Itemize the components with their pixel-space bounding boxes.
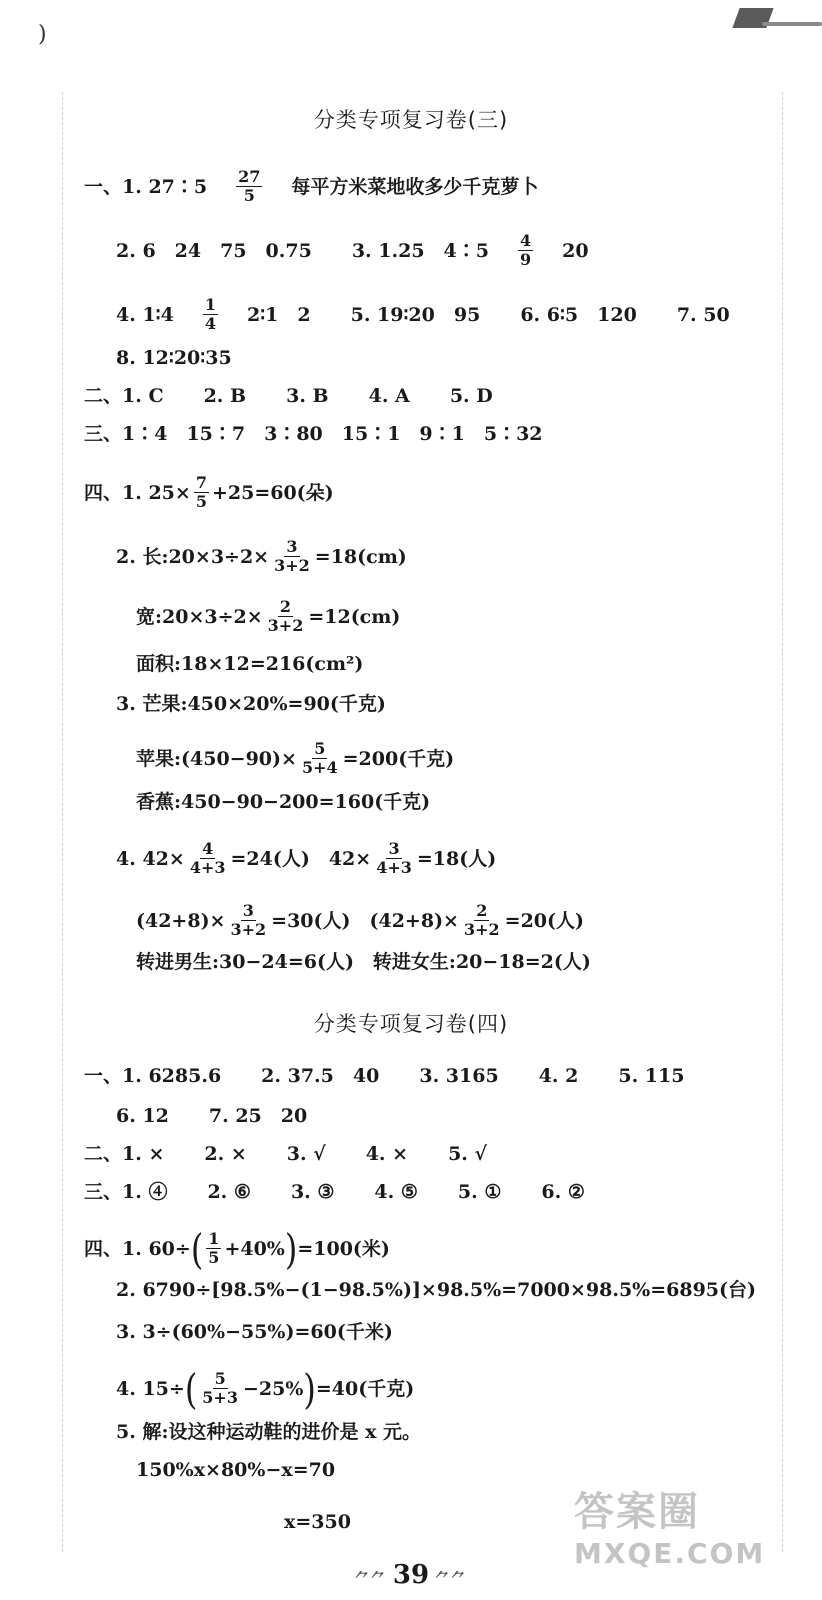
answer-text: =24(人) 42×	[230, 847, 372, 870]
answer-text: 一、1. 6285.6	[84, 1065, 222, 1087]
fraction: $\frac{3}{3+2}$	[274, 537, 310, 575]
answer-line-4-2c: 面积:18×12=216(cm²)	[136, 653, 364, 675]
answer-line-4-4b	[136, 902, 584, 939]
answer-text: 4. ×	[365, 1143, 409, 1165]
page-number	[0, 1560, 822, 1590]
answer-text: =40(千克)	[315, 1377, 415, 1400]
answer-text: 5. √	[448, 1143, 487, 1165]
answer-text: 4. 42×	[116, 847, 185, 870]
answer-line-4-1	[84, 474, 334, 511]
fraction: $\frac{5}{5+4}$	[301, 739, 338, 777]
answer-text: 6. 12	[116, 1105, 169, 1127]
answer-text: 四、1. 25×	[84, 481, 191, 504]
answer-text: 一、1. 27∶5	[84, 175, 208, 198]
answer-line-4-2b	[136, 598, 400, 635]
answer-text: =100(米)	[297, 1237, 390, 1260]
answer-text: 每平方米菜地收多少千克萝卜	[291, 175, 539, 198]
answer-line-1-3	[116, 296, 730, 333]
answer-text: 4. 1∶4	[116, 303, 174, 326]
answer-line-s4-2	[84, 1142, 487, 1166]
answer-line-4-3: 3. 芒果:450×20%=90(千克)	[116, 693, 386, 715]
answer-line-s4-1	[84, 1064, 684, 1088]
answer-line-s4-3	[84, 1180, 585, 1204]
answer-text: 5. ①	[457, 1181, 502, 1203]
fraction: $\frac{7}{5}$	[195, 473, 207, 511]
answer-text: (42+8)×	[136, 909, 226, 932]
scan-mark: )	[38, 22, 47, 47]
left-paren: (	[184, 1363, 198, 1414]
right-paren: )	[303, 1363, 316, 1414]
answer-text: 宽:20×3÷2×	[136, 605, 263, 628]
answer-text: 7. 50	[676, 303, 730, 326]
answer-text: 四、1. 60÷	[84, 1237, 191, 1260]
answer-line-s4-4-4	[116, 1363, 415, 1414]
fraction: $\frac{1}{4}$	[204, 295, 216, 333]
answer-text: 7. 25 20	[208, 1105, 308, 1127]
answer-text: 4. ⑤	[374, 1181, 418, 1203]
answer-text: =18(人)	[416, 847, 497, 870]
answer-text: 3. 1.25 4∶5	[351, 239, 489, 262]
answer-text: 二、1. C	[84, 385, 164, 407]
answer-text: 20	[562, 239, 589, 262]
fraction: $\frac{2}{3+2}$	[267, 597, 304, 635]
answer-line-s4-4-5b: 150%x×80%−x=70	[136, 1459, 336, 1481]
answer-text: +40%	[224, 1237, 285, 1260]
fraction: $\frac{3}{3+2}$	[230, 901, 267, 939]
answer-line-s4-4-2: 2. 6790÷[98.5%−(1−98.5%)]×98.5%=7000×98.5%=6895(台)	[116, 1279, 757, 1301]
answer-line-1-2	[116, 232, 589, 269]
watermark-logo	[574, 1480, 804, 1570]
answer-text: =200(千克)	[342, 747, 455, 770]
answer-text: 2. B	[203, 385, 247, 407]
left-dashed-rule	[62, 92, 63, 1552]
answer-text: +25=60(朵)	[211, 481, 334, 504]
section-title-3: 分类专项复习卷(三)	[313, 108, 509, 132]
answer-text: 2. 37.5 40	[261, 1065, 380, 1087]
answer-text: 5. 19∶20 95	[350, 303, 481, 326]
fraction: $\frac{27}{5}$	[238, 167, 261, 205]
right-paren: )	[284, 1223, 298, 1274]
answer-text: 5. D	[449, 385, 493, 407]
fraction: $\frac{2}{3+2}$	[463, 901, 500, 939]
answer-line-4-3c: 香蕉:450−90−200=160(千克)	[136, 791, 431, 813]
answer-text: 6. 6∶5 120	[520, 303, 637, 326]
answer-line-4-4c: 转进男生:30−24=6(人) 转进女生:20−18=2(人)	[136, 951, 591, 973]
answer-text: =18(cm)	[314, 545, 407, 568]
answer-text: 3. 3165	[419, 1065, 499, 1087]
left-paren: (	[190, 1223, 204, 1274]
answer-text: 6. ②	[541, 1181, 585, 1203]
answer-text: 3. B	[286, 385, 329, 407]
answer-line-4-3b	[136, 740, 454, 777]
answer-text: 3. ③	[290, 1181, 335, 1203]
fraction: $\frac{4}{9}$	[520, 231, 532, 269]
answer-text: 3. √	[286, 1143, 326, 1165]
answer-line-s4-4-5: 5. 解:设这种运动鞋的进价是 x 元。	[116, 1421, 422, 1443]
corner-line-mark	[762, 22, 822, 26]
answer-text: 2. ×	[204, 1143, 247, 1165]
answer-text: 4. A	[368, 385, 410, 407]
section-title-4: 分类专项复习卷(四)	[313, 1012, 509, 1036]
answer-line-4-4	[116, 840, 496, 877]
right-dashed-rule	[782, 92, 783, 1552]
answer-text: 4. 15÷	[116, 1377, 185, 1400]
answer-line-1-4: 8. 12∶20∶35	[116, 347, 232, 369]
answer-line-1-1	[84, 168, 538, 205]
answer-text: =30(人) (42+8)×	[271, 909, 459, 932]
watermark-top-text: 答案圈	[574, 1489, 700, 1535]
answer-line-s4-4-5c: x=350	[284, 1511, 351, 1533]
answer-text: 5. 115	[618, 1065, 685, 1087]
answer-line-3: 三、1∶4 15∶7 3∶80 15∶1 9∶1 5∶32	[84, 423, 543, 445]
fraction: $\frac{4}{4+3}$	[189, 839, 226, 877]
fraction: $\frac{5}{5+3}$	[202, 1369, 238, 1407]
fraction: $\frac{3}{4+3}$	[376, 839, 412, 877]
ornament-left: ⺈⺈	[354, 1571, 387, 1587]
page-number-text: 39	[392, 1560, 430, 1590]
answer-text: 2. 6 24 75 0.75	[116, 239, 312, 262]
answer-line-s4-4-1	[84, 1223, 390, 1274]
answer-line-2	[84, 384, 493, 408]
fraction: $\frac{1}{5}$	[208, 1229, 220, 1267]
answer-text: −25%	[242, 1377, 304, 1400]
answer-text: 2∶1 2	[246, 303, 311, 326]
watermark-bottom-text: MXQE.COM	[574, 1537, 766, 1570]
answer-line-4-2	[116, 538, 407, 575]
answer-line-s4-1b	[116, 1104, 307, 1128]
ornament-right: ⺈⺈	[435, 1571, 468, 1587]
answer-line-s4-4-3: 3. 3÷(60%−55%)=60(千米)	[116, 1321, 393, 1343]
answer-text: 2. ⑥	[207, 1181, 251, 1203]
answer-text: =20(人)	[504, 909, 584, 932]
answer-text: 4. 2	[538, 1065, 579, 1087]
answer-text: 二、1. ×	[84, 1143, 165, 1165]
answer-text: 2. 长:20×3÷2×	[116, 545, 270, 568]
answer-text: 苹果:(450−90)×	[136, 747, 297, 770]
answer-text: 三、1. ④	[84, 1181, 168, 1203]
answer-text: =12(cm)	[308, 605, 401, 628]
